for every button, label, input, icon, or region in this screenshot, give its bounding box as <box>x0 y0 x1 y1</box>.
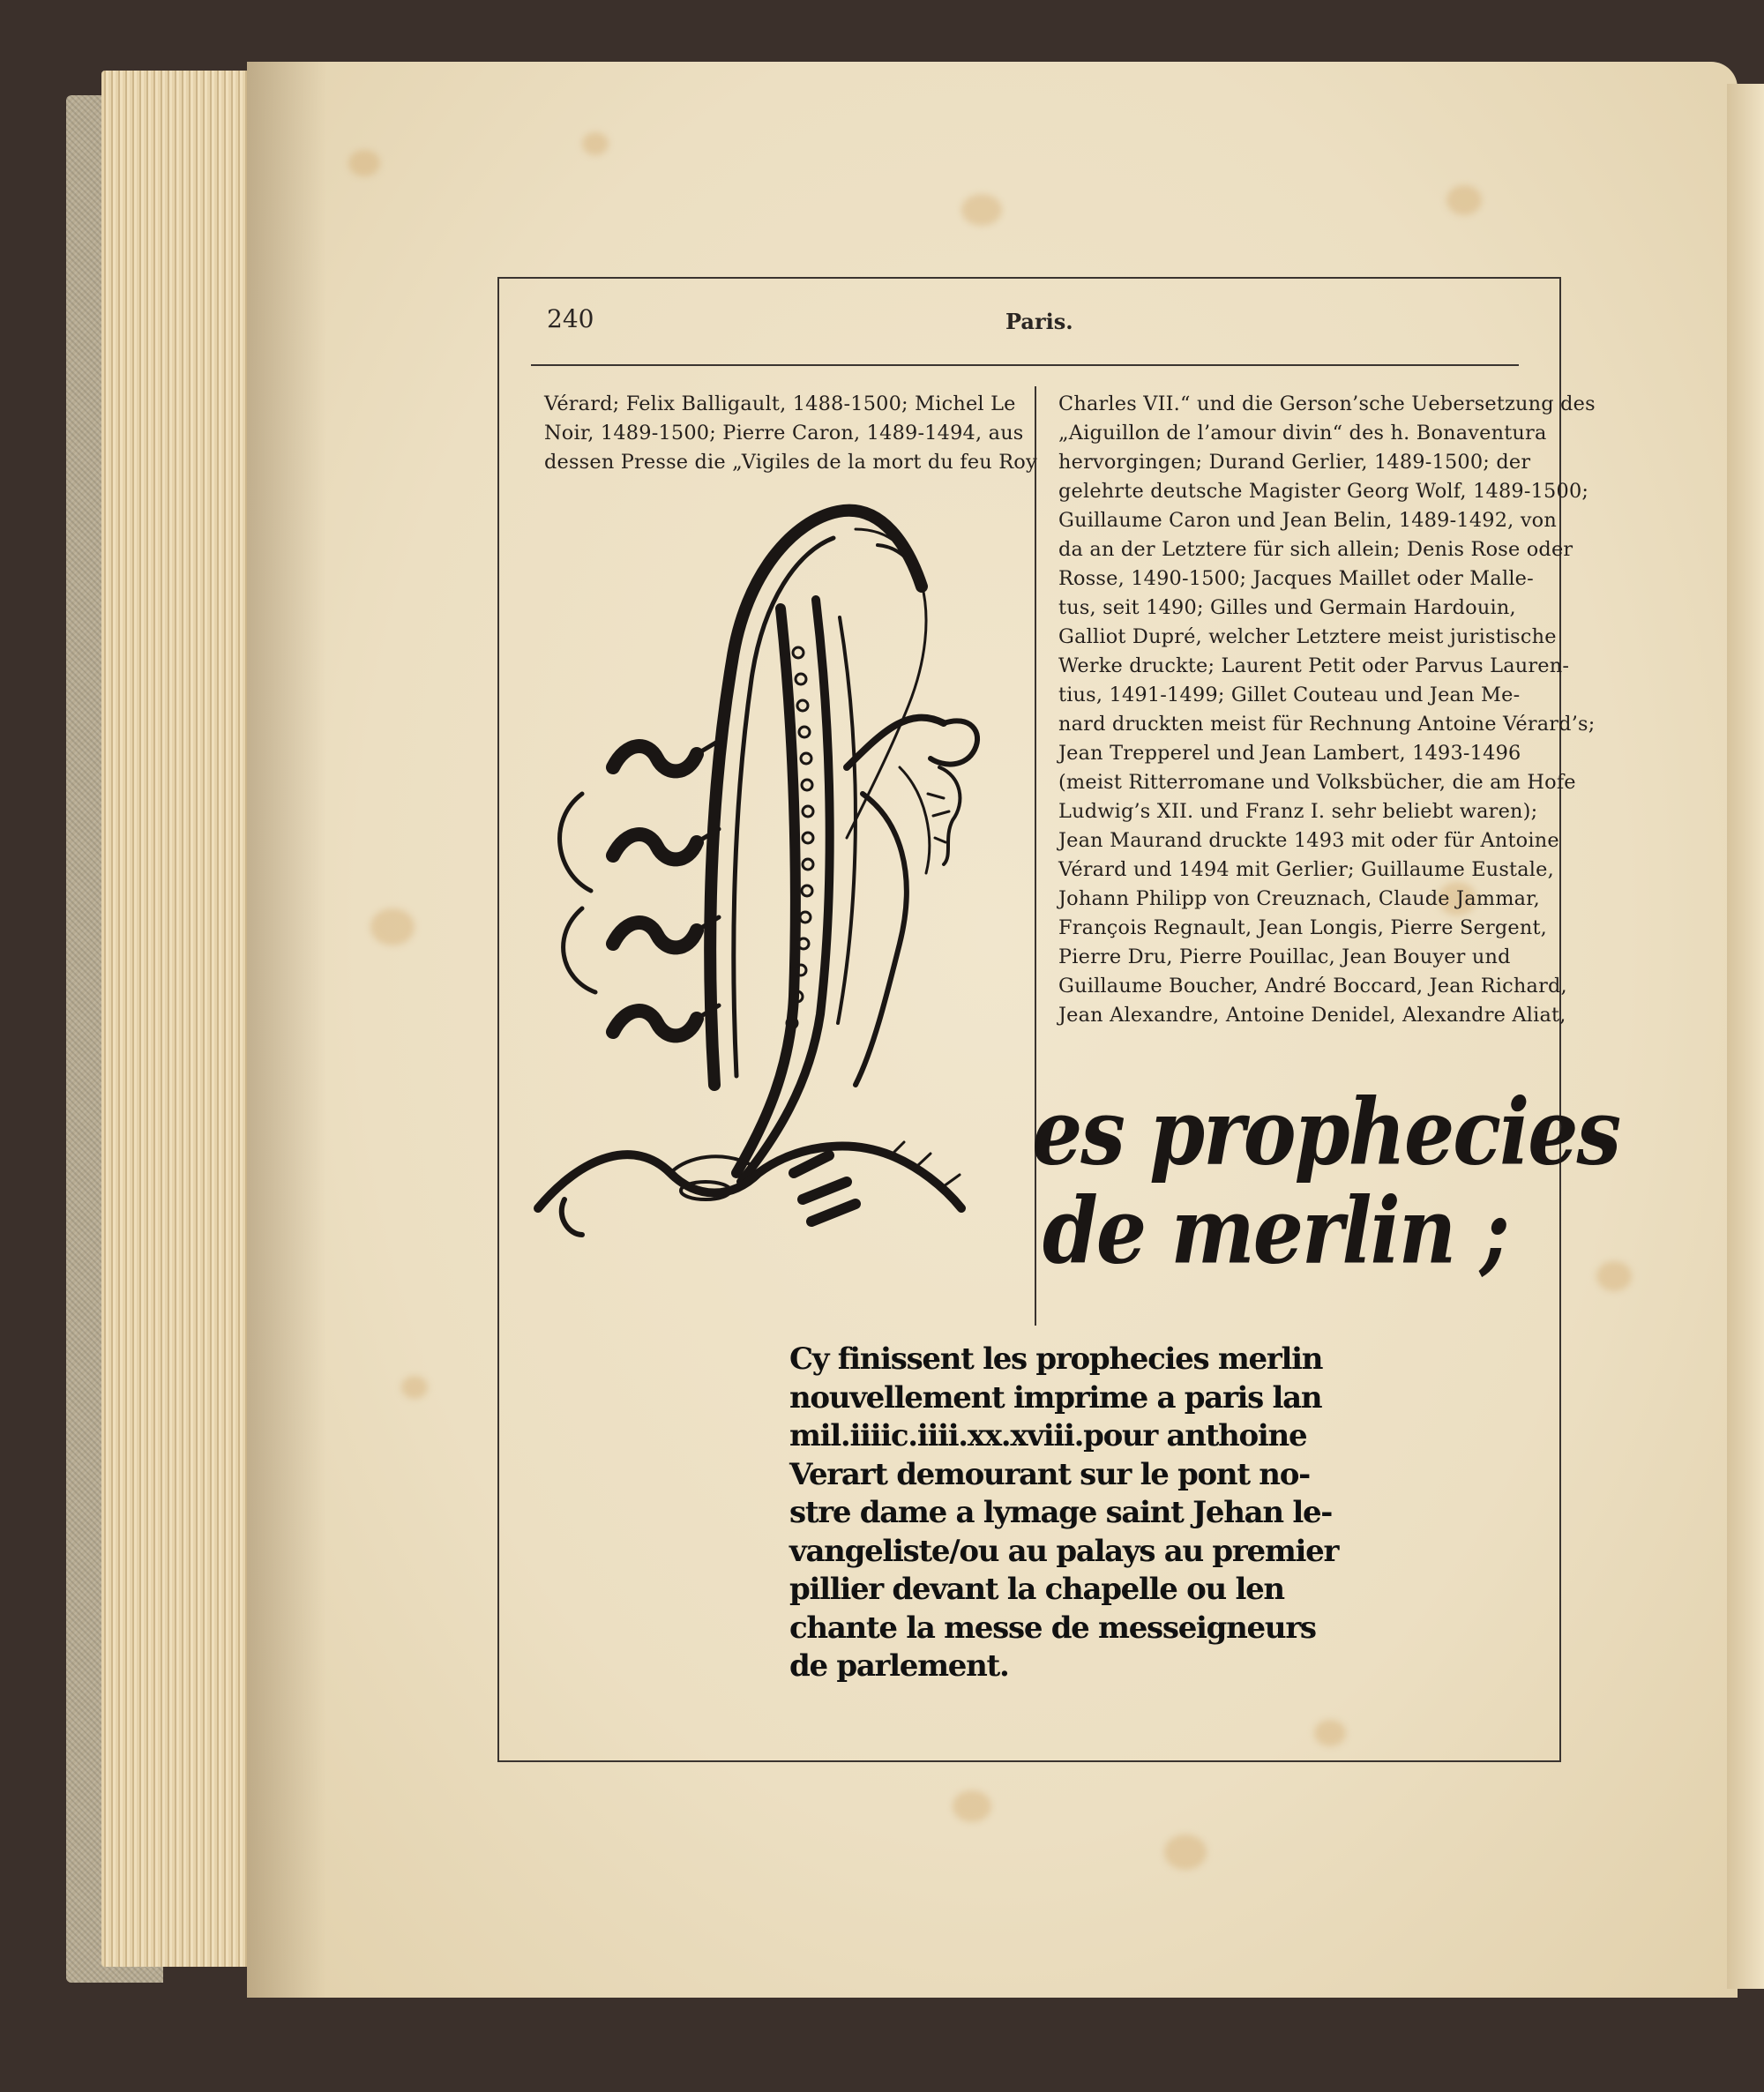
colophon-line: vangeliste/ou au palays au premier <box>789 1533 1339 1569</box>
left-column-text <box>544 390 1037 477</box>
text-line: tus, seit 1490; Gilles und Germain Hardouin, <box>1058 596 1516 619</box>
text-line: Ludwig’s XII. und Franz I. sehr beliebt waren); <box>1058 800 1538 823</box>
page-edges <box>101 71 260 1967</box>
colophon-text <box>789 1341 1339 1686</box>
running-head: Paris. <box>1005 309 1073 334</box>
foxing-spot <box>953 1790 991 1822</box>
text-line: Charles VII.“ und die Gerson’sche Uebersetzung des <box>1058 392 1596 415</box>
right-column-text <box>1058 390 1596 1030</box>
facing-page-edge <box>1727 84 1764 1989</box>
text-line: nard druckten meist für Rechnung Antoine Vérard’s; <box>1058 713 1596 736</box>
text-line: Vérard; Felix Balligault, 1488-1500; Michel Le <box>544 392 1016 415</box>
text-line: hervorgingen; Durand Gerlier, 1489-1500; der <box>1058 451 1531 474</box>
text-line: Werke druckte; Laurent Petit oder Parvus Lauren- <box>1058 654 1570 677</box>
text-line: da an der Letztere für sich allein; Denis Rose oder <box>1058 538 1573 561</box>
header-rule <box>531 364 1519 366</box>
text-line: (meist Ritterromane und Volksbücher, die am Hofe <box>1058 771 1576 794</box>
text-line: Jean Trepperel und Jean Lambert, 1493-1496 <box>1058 742 1521 765</box>
text-line: François Regnault, Jean Longis, Pierre Sergent, <box>1058 916 1547 939</box>
foxing-spot <box>1446 185 1482 215</box>
colophon-line: pillier devant la chapelle ou len <box>789 1572 1284 1607</box>
text-line: gelehrte deutsche Magister Georg Wolf, 1489-1500; <box>1058 480 1589 503</box>
colophon-line: Cy finissent les prophecies merlin <box>789 1341 1323 1377</box>
title-line-1: es prophecies <box>1032 1079 1620 1186</box>
foxing-spot <box>401 1376 428 1399</box>
text-line: Noir, 1489-1500; Pierre Caron, 1489-1494, aus <box>544 422 1024 445</box>
text-line: tius, 1491-1499; Gillet Couteau und Jean Me- <box>1058 684 1521 706</box>
colophon-line: Verart demourant sur le pont no- <box>789 1456 1310 1492</box>
foxing-spot <box>1596 1261 1632 1291</box>
foxing-spot <box>370 908 415 945</box>
text-line: dessen Presse die „Vigiles de la mort du feu Roy <box>544 451 1037 474</box>
foxing-spot <box>961 194 1002 226</box>
colophon-line: nouvellement imprime a paris lan <box>789 1379 1322 1416</box>
text-line: Vérard und 1494 mit Gerlier; Guillaume Eustale, <box>1058 858 1554 881</box>
text-line: Galliot Dupré, welcher Letztere meist juristische <box>1058 625 1557 648</box>
text-line: „Aiguillon de l’amour divin“ des h. Bonaventura <box>1058 422 1547 445</box>
gothic-title <box>1032 1079 1620 1285</box>
foxing-spot <box>348 150 380 176</box>
text-line: Guillaume Boucher, André Boccard, Jean Richard, <box>1058 975 1567 997</box>
woodcut-initial-l <box>529 503 1023 1279</box>
text-line: Jean Alexandre, Antoine Denidel, Alexandre Aliat, <box>1058 1004 1566 1027</box>
page-number: 240 <box>547 304 594 333</box>
colophon-line: chante la messe de messeigneurs <box>789 1610 1316 1646</box>
title-line-2: de merlin ; <box>1043 1177 1508 1285</box>
text-line: Jean Maurand druckte 1493 mit oder für Antoine <box>1058 829 1559 852</box>
colophon-line: stre dame a lymage saint Jehan le- <box>789 1495 1333 1530</box>
foxing-spot <box>1164 1834 1207 1870</box>
text-line: Guillaume Caron und Jean Belin, 1489-1492, von <box>1058 509 1557 532</box>
foxing-spot <box>582 132 609 155</box>
text-line: Johann Philipp von Creuznach, Claude Jammar, <box>1058 887 1540 910</box>
colophon-line: mil.iiiic.iiii.xx.xviii.pour anthoine <box>789 1418 1307 1453</box>
text-line: Rosse, 1490-1500; Jacques Maillet oder Malle- <box>1058 567 1534 590</box>
colophon-line: de parlement. <box>789 1648 1009 1684</box>
text-line: Pierre Dru, Pierre Pouillac, Jean Bouyer und <box>1058 945 1511 968</box>
page-gutter-shadow <box>247 62 326 1998</box>
